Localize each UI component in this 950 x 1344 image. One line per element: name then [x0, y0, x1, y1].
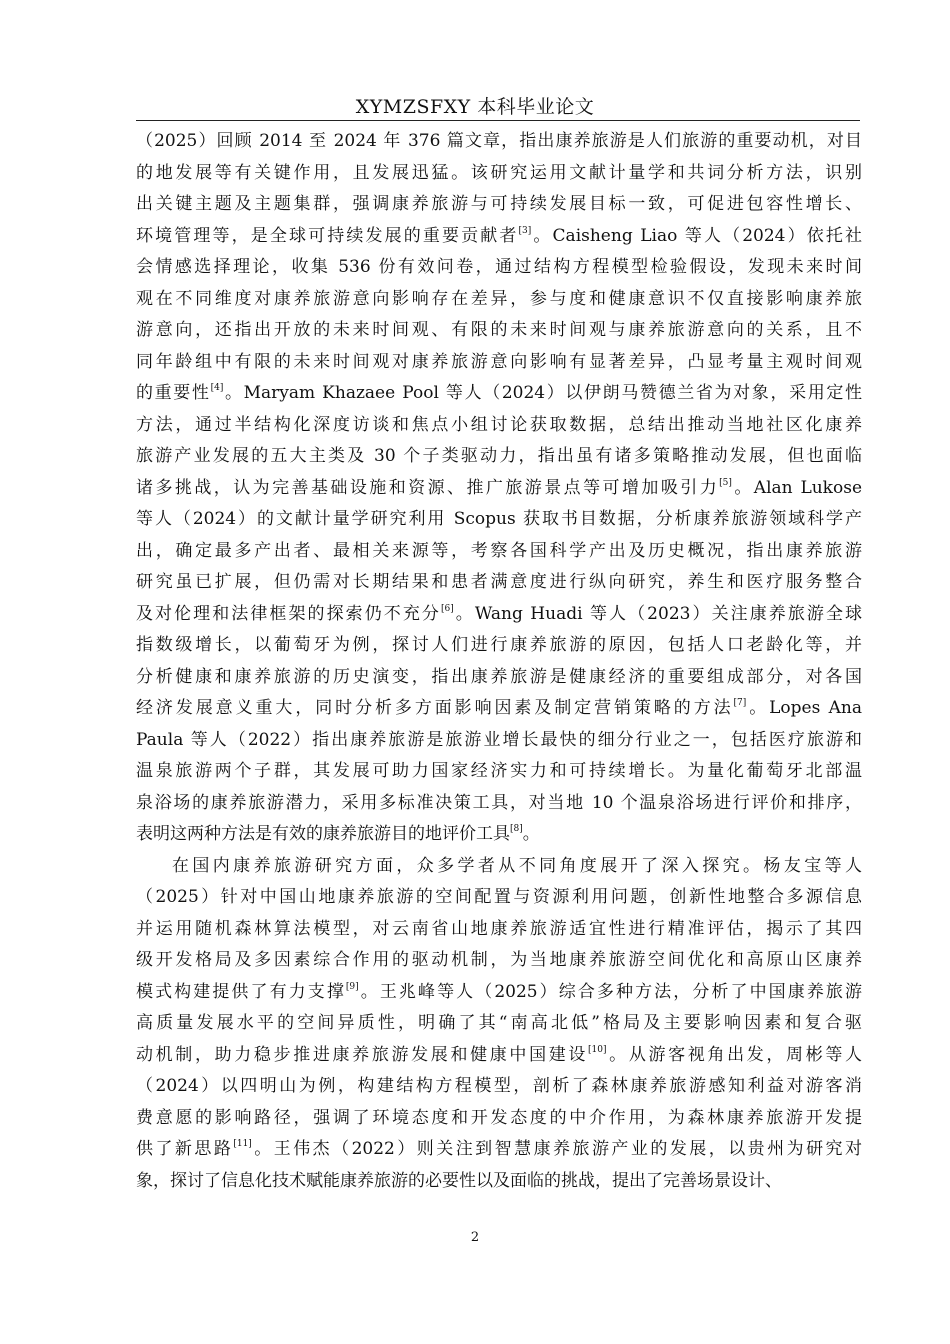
paragraph-line	[136, 756, 862, 788]
paragraph-line	[136, 945, 862, 977]
paragraph-line	[136, 788, 862, 820]
text-run: （2025）针对中国山地康养旅游的空间配置与资源利用问题，创新性地整合多源信息	[136, 887, 862, 907]
text-run: 出关键主题及主题集群，强调康养旅游与可持续发展目标一致，可促进包容性增长、	[136, 194, 862, 214]
text-run: 。Wang Huadi 等人（2023）关注康养旅游全球	[453, 603, 863, 624]
citation-ref: [11]	[233, 1139, 252, 1149]
text-run: 并运用随机森林算法模型，对云南省山地康养旅游适宜性进行精准评估，揭示了其四	[136, 918, 862, 939]
paragraph-line	[136, 536, 862, 568]
text-run: 游意向，还指出开放的未来时间观、有限的未来时间观与康养旅游意向的关系，且不	[136, 320, 862, 340]
paragraph-line	[136, 977, 862, 1009]
paragraph-line	[136, 1071, 862, 1103]
paragraph-line	[136, 189, 862, 221]
text-run: 会情感选择理论，收集 536 份有效问卷，通过结构方程模型检验假设，发现未来时间	[136, 257, 862, 277]
text-run: 的地发展等有关键作用，且发展迅猛。该研究运用文献计量学和共词分析方法，识别	[136, 162, 862, 183]
paragraph-line	[136, 693, 862, 725]
text-run: 。王兆峰等人（2025）综合多种方法，分析了中国康养旅游	[358, 981, 863, 1002]
text-run: （2025）回顾 2014 至 2024 年 376 篇文章，指出康养旅游是人们旅游的重要动机，对目	[136, 131, 862, 151]
text-run: 表明这两种方法是有效的康养旅游目的地评价工具	[136, 824, 510, 844]
text-run: 象，探讨了信息化技术赋能康养旅游的必要性以及面临的挑战，提出了完善场景设计、	[136, 1170, 782, 1191]
page-number: 2	[470, 1230, 480, 1245]
citation-ref: [6]	[441, 603, 454, 614]
paragraph-line	[136, 441, 862, 473]
text-run: 同年龄组中有限的未来时间观对康养旅游意向影响有显著差异，凸显考量主观时间观	[136, 351, 862, 372]
paragraph-line	[136, 158, 862, 190]
text-run: 。王伟杰（2022）则关注到智慧康养旅游产业的发展，以贵州为研究对	[251, 1139, 863, 1159]
paragraph-line	[136, 473, 862, 505]
paragraph-line	[136, 1040, 862, 1072]
citation-ref: [5]	[719, 477, 732, 488]
paragraph-line	[136, 315, 862, 347]
text-run: 。Caisheng Liao 等人（2024）依托社	[531, 225, 863, 246]
text-run: 在国内康养旅游研究方面，众多学者从不同角度展开了深入探究。杨友宝等人	[172, 855, 862, 876]
text-run: 泉浴场的康养旅游潜力，采用多标准决策工具，对当地 10 个温泉浴场进行评价和排序，	[136, 792, 862, 813]
citation-ref: [7]	[733, 698, 747, 708]
citation-ref: [4]	[210, 383, 224, 393]
body-text	[136, 126, 862, 1197]
paragraph-line	[136, 126, 862, 158]
paragraph-line	[136, 1166, 862, 1198]
paragraph-line	[136, 1008, 862, 1040]
text-run: 。从游客视角出发，周彬等人	[606, 1044, 863, 1065]
paragraph-line	[136, 599, 862, 631]
paragraph-line	[136, 851, 862, 883]
text-run: 温泉旅游两个子群，其发展可助力国家经济实力和可持续增长。为量化葡萄牙北部温	[136, 761, 862, 781]
text-run: 动机制，助力稳步推进康养旅游发展和健康中国建设	[136, 1044, 589, 1065]
paragraph-line	[136, 284, 862, 316]
text-run: 诸多挑战，认为完善基础设施和资源、推广旅游景点等可增加吸引力	[136, 477, 720, 498]
text-run: 。Lopes Ana	[746, 698, 862, 718]
text-run: 。Alan Lukose	[731, 477, 862, 498]
paragraph-line	[136, 378, 862, 410]
paragraph-line	[136, 567, 862, 599]
page-header-title: XYMZSFXY 本科毕业论文	[355, 96, 595, 118]
text-run: 经济发展意义重大，同时分析多方面影响因素及制定营销策略的方法	[136, 698, 734, 718]
text-run: 。	[522, 824, 540, 844]
paragraph-line	[136, 819, 862, 851]
paragraph-line	[136, 347, 862, 379]
citation-ref: [3]	[518, 225, 532, 236]
paragraph-line	[136, 1134, 862, 1166]
paragraph-line	[136, 504, 862, 536]
text-run: 旅游产业发展的五大主类及 30 个子类驱动力，指出虽有诸多策略推动发展，但也面临	[136, 446, 862, 466]
text-run: 分析健康和康养旅游的历史演变，指出康养旅游是健康经济的重要组成部分，对各国	[136, 666, 862, 687]
citation-ref: [9]	[345, 981, 359, 992]
text-run: （2024）以四明山为例，构建结构方程模型，剖析了森林康养旅游感知利益对游客消	[136, 1076, 862, 1096]
text-run: 等人（2024）的文献计量学研究利用 Scopus 获取书目数据，分析康养旅游领域科学产	[136, 509, 862, 529]
paragraph-line	[136, 914, 862, 946]
paragraph-line	[136, 725, 862, 757]
text-run: Paula 等人（2022）指出康养旅游是旅游业增长最快的细分行业之一，包括医疗旅游和	[136, 729, 862, 750]
paragraph-line	[136, 252, 862, 284]
text-run: 高质量发展水平的空间异质性，明确了其“南高北低”格局及主要影响因素和复合驱	[136, 1013, 862, 1033]
text-run: 。Maryam Khazaee Pool 等人（2024）以伊朗马赞德兰省为对象，采用定性	[223, 383, 863, 403]
paragraph-line	[136, 410, 862, 442]
text-run: 级开发格局及多因素综合作用的驱动机制，为当地康养旅游空间优化和高原山区康养	[136, 950, 862, 970]
paragraph-line	[136, 882, 862, 914]
paragraph-line	[136, 221, 862, 253]
text-run: 的重要性	[136, 383, 211, 403]
paragraph-line	[136, 630, 862, 662]
text-run: 观在不同维度对康养旅游意向影响存在差异，参与度和健康意识不仅直接影响康养旅	[136, 288, 862, 309]
text-run: 费意愿的影响路径，强调了环境态度和开发态度的中介作用，为森林康养旅游开发提	[136, 1107, 862, 1128]
text-run: 指数级增长，以葡萄牙为例，探讨人们进行康养旅游的原因，包括人口老龄化等，并	[136, 635, 862, 655]
text-run: 模式构建提供了有力支撑	[136, 981, 346, 1002]
citation-ref: [10]	[588, 1044, 607, 1055]
text-run: 及对伦理和法律框架的探索仍不充分	[136, 603, 441, 624]
header-rule	[136, 120, 860, 121]
text-run: 环境管理等，是全球可持续发展的重要贡献者	[136, 225, 519, 246]
citation-ref: [8]	[510, 824, 523, 834]
text-run: 供了新思路	[136, 1139, 234, 1159]
text-run: 研究虽已扩展，但仍需对长期结果和患者满意度进行纵向研究，养生和医疗服务整合	[136, 572, 862, 592]
paragraph-line	[136, 662, 862, 694]
text-run: 方法，通过半结构化深度访谈和焦点小组讨论获取数据，总结出推动当地社区化康养	[136, 414, 862, 435]
text-run: 出，确定最多产出者、最相关来源等，考察各国科学产出及历史概况，指出康养旅游	[136, 540, 862, 561]
paragraph-line	[136, 1103, 862, 1135]
